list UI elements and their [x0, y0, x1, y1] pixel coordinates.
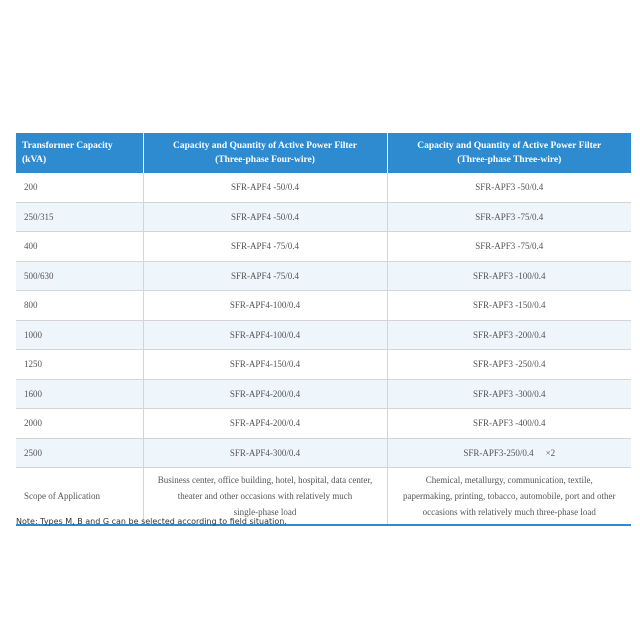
scope-three-wire: [387, 468, 631, 526]
four-wire-cell: SFR-APF4 -75/0.4: [143, 261, 387, 291]
three-wire-cell: SFR-APF3 -300/0.4: [387, 379, 631, 409]
header-line: (Three-phase Four-wire): [215, 155, 315, 165]
quantity-multiplier: ×2: [545, 447, 556, 458]
three-wire-cell: SFR-APF3 -200/0.4: [387, 320, 631, 350]
table-note: Note: Types M, B and G can be selected according to field situation.: [16, 517, 287, 526]
capacity-cell: 1000: [16, 320, 143, 350]
scope-line: Business center, office building, hotel, hospital, data center,: [157, 475, 373, 485]
header-line: (kVA): [22, 155, 47, 165]
table-row: [16, 261, 631, 291]
three-wire-cell: SFR-APF3 -50/0.4: [387, 173, 631, 202]
table-row: [16, 232, 631, 262]
capacity-cell: 250/315: [16, 202, 143, 232]
header-transformer-capacity: [16, 133, 143, 173]
three-wire-cell: [387, 438, 631, 468]
four-wire-cell: SFR-APF4-300/0.4: [143, 438, 387, 468]
four-wire-cell: SFR-APF4-200/0.4: [143, 409, 387, 439]
table-body: [16, 173, 631, 525]
header-three-wire: [387, 133, 631, 173]
capacity-cell: 800: [16, 291, 143, 321]
table-row: [16, 202, 631, 232]
header-row: [16, 133, 631, 173]
table-header: [16, 133, 631, 173]
four-wire-cell: SFR-APF4-150/0.4: [143, 350, 387, 380]
scope-line: occasions with relatively much three-phase load: [422, 507, 596, 517]
scope-line: Chemical, metallurgy, communication, textile,: [425, 475, 593, 485]
three-wire-cell: SFR-APF3 -75/0.4: [387, 202, 631, 232]
four-wire-cell: SFR-APF4 -75/0.4: [143, 232, 387, 262]
capacity-cell: 500/630: [16, 261, 143, 291]
scope-line: papermaking, printing, tobacco, automobile, port and other: [403, 491, 616, 501]
capacity-cell: 2500: [16, 438, 143, 468]
header-line: Transformer Capacity: [22, 141, 113, 151]
table-row: [16, 173, 631, 202]
capacity-cell: 1250: [16, 350, 143, 380]
scope-line: theater and other occasions with relatively much: [177, 491, 353, 501]
header-four-wire: [143, 133, 387, 173]
three-wire-model: SFR-APF3-250/0.4: [463, 447, 534, 458]
header-line: Capacity and Quantity of Active Power Filter: [173, 141, 357, 151]
table-row: [16, 320, 631, 350]
apf-selection-table-container: [16, 133, 631, 526]
four-wire-cell: SFR-APF4-100/0.4: [143, 291, 387, 321]
four-wire-cell: SFR-APF4-100/0.4: [143, 320, 387, 350]
apf-selection-table: [16, 133, 631, 526]
three-wire-cell: SFR-APF3 -75/0.4: [387, 232, 631, 262]
three-wire-cell: SFR-APF3 -100/0.4: [387, 261, 631, 291]
capacity-cell: 200: [16, 173, 143, 202]
four-wire-cell: SFR-APF4 -50/0.4: [143, 202, 387, 232]
three-wire-cell: SFR-APF3 -400/0.4: [387, 409, 631, 439]
capacity-cell: 2000: [16, 409, 143, 439]
table-row: [16, 409, 631, 439]
scope-line: single-phase load: [233, 507, 297, 517]
capacity-cell: 1600: [16, 379, 143, 409]
three-wire-cell: SFR-APF3 -150/0.4: [387, 291, 631, 321]
scope-label: Scope of Application: [16, 468, 143, 526]
table-row: [16, 350, 631, 380]
header-line: (Three-phase Three-wire): [457, 155, 562, 165]
three-wire-cell: SFR-APF3 -250/0.4: [387, 350, 631, 380]
four-wire-cell: SFR-APF4 -50/0.4: [143, 173, 387, 202]
table-row: [16, 291, 631, 321]
table-row: [16, 379, 631, 409]
four-wire-cell: SFR-APF4-200/0.4: [143, 379, 387, 409]
table-row: [16, 438, 631, 468]
header-line: Capacity and Quantity of Active Power Filter: [417, 141, 602, 151]
capacity-cell: 400: [16, 232, 143, 262]
